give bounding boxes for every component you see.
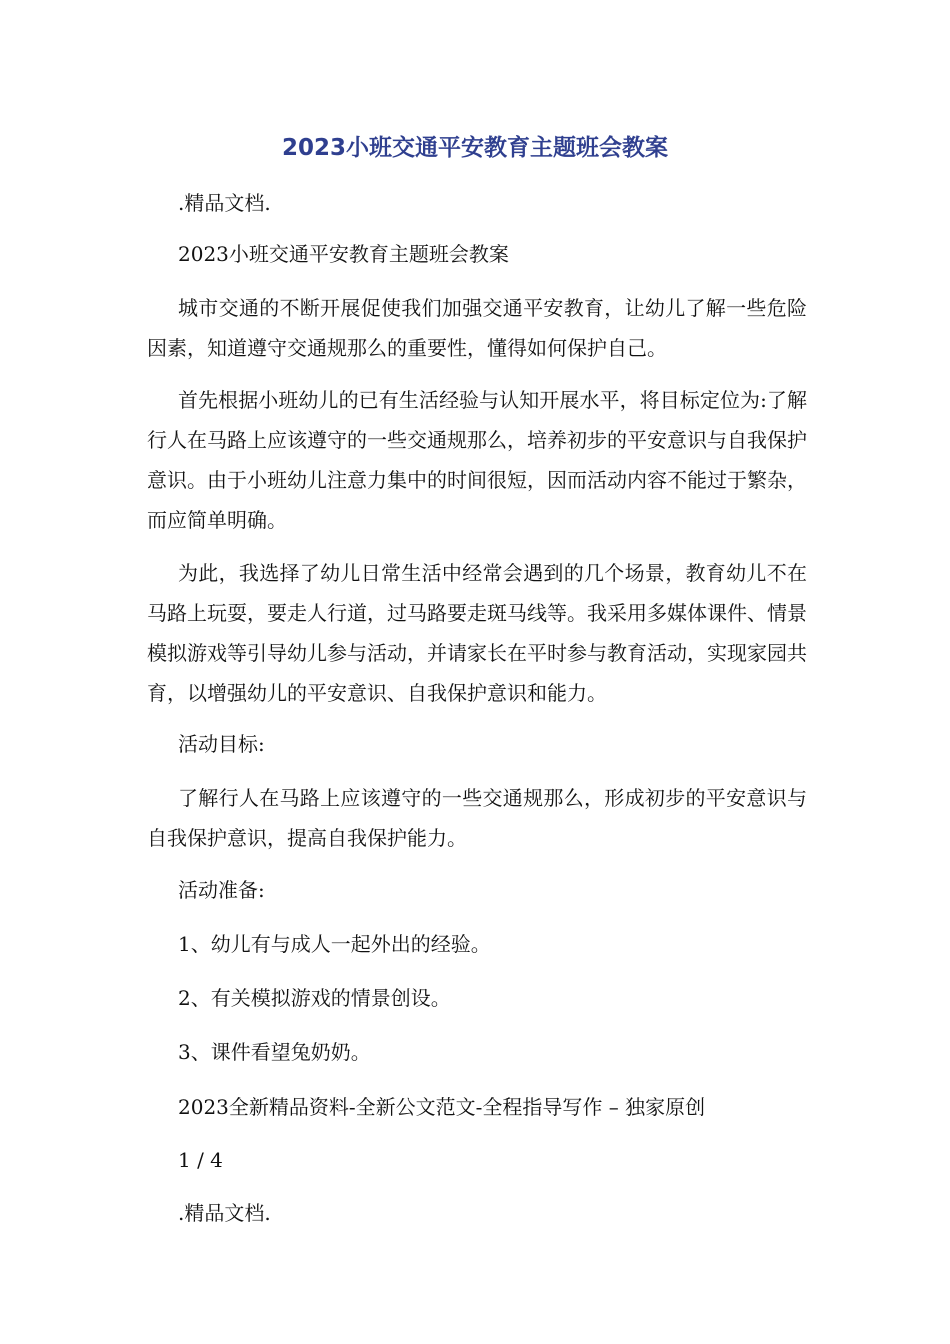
paragraph-activity-design: 为此，我选择了幼儿日常生活中经常会遇到的几个场景，教育幼儿不在马路上玩耍，要走人行道，过马路要走斑马线等。我采用多媒体课件、情景模拟游戏等引导幼儿参与活动，并请家长在平时参与教育活动，实现家园共育，以增强幼儿的平安意识、自我保护意识和能力。	[147, 561, 807, 705]
prep-item: 3、课件看望兔奶奶。	[178, 1040, 371, 1064]
footer-text: 2023全新精品资料-全新公文范文-全程指导写作 – 独家原创	[178, 1095, 706, 1119]
document-title: 2023小班交通平安教育主题班会教案	[281, 135, 668, 161]
page-number: 1 / 4	[178, 1148, 223, 1172]
footer-mark: .精品文档.	[178, 1201, 271, 1225]
goal-heading: 活动目标:	[178, 732, 265, 756]
prep-item: 2、有关模拟游戏的情景创设。	[178, 986, 451, 1010]
prep-heading: 活动准备:	[178, 878, 265, 902]
document-subtitle: 2023小班交通平安教育主题班会教案	[178, 242, 509, 266]
prep-item: 1、幼儿有与成人一起外出的经验。	[178, 932, 491, 956]
goal-text: 了解行人在马路上应该遵守的一些交通规那么，形成初步的平安意识与自我保护意识，提高自我保护能力。	[147, 786, 807, 850]
paragraph-goal-positioning: 首先根据小班幼儿的已有生活经验与认知开展水平，将目标定位为:了解行人在马路上应该遵守的一些交通规那么，培养初步的平安意识与自我保护意识。由于小班幼儿注意力集中的时间很短，因而活动内容不能过于繁杂，而应简单明确。	[147, 388, 807, 532]
paragraph-intro: 城市交通的不断开展促使我们加强交通平安教育，让幼儿了解一些危险因素，知道遵守交通规那么的重要性，懂得如何保护自己。	[147, 296, 807, 360]
header-mark: .精品文档.	[178, 191, 271, 215]
